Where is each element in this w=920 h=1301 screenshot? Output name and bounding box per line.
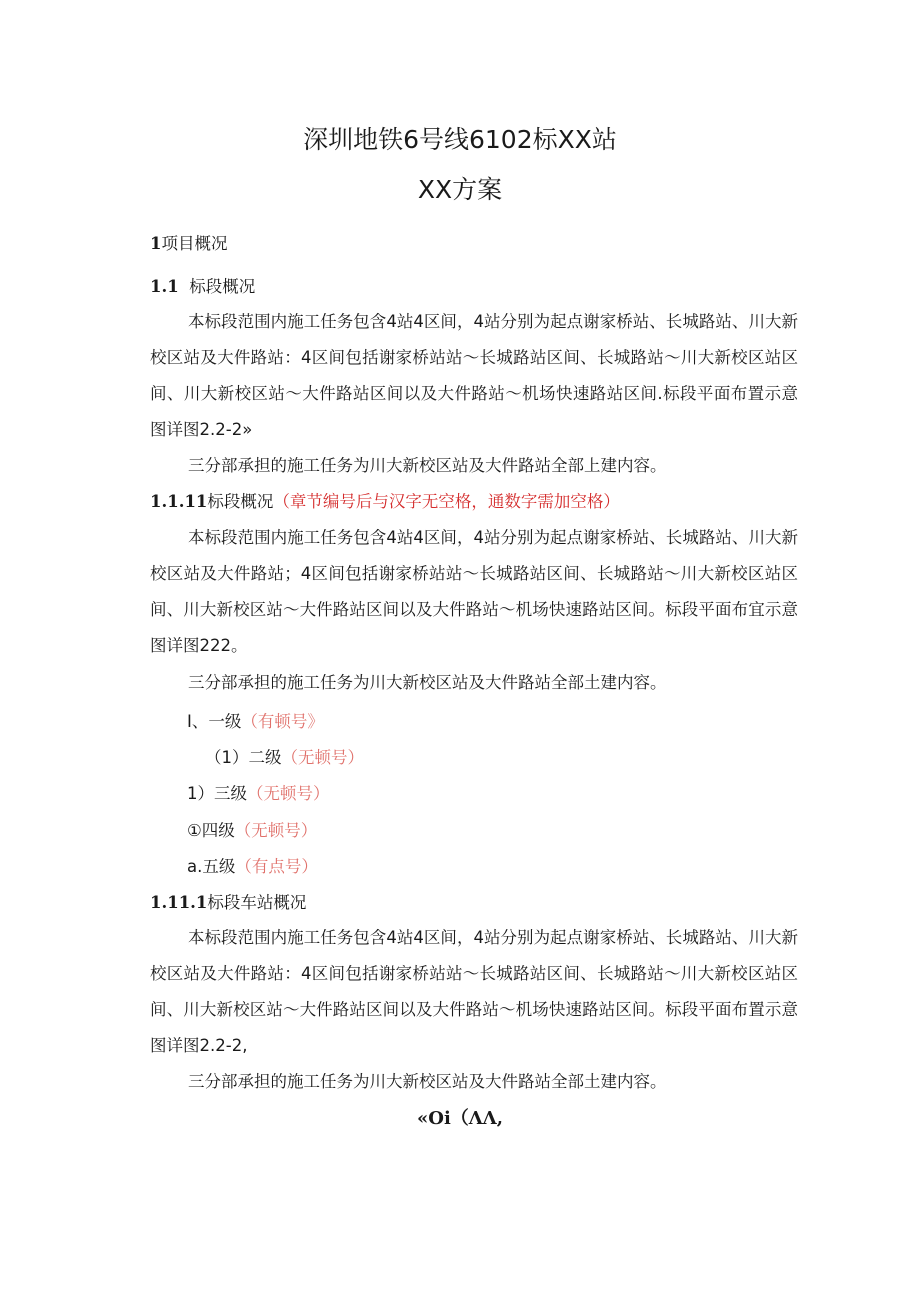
heading-1-1-text: 标段概况: [189, 277, 256, 296]
paragraph-tasks-2: 三分部承担的施工任务为川大新校区站及大件路站全部土建内容。: [188, 673, 667, 692]
paragraph-scope: 本标段范围内施工任务包含4站4区间，4站分别为起点谢家桥站、长城路站、川大新校区站及大件路站：4区间包括谢家桥站站〜长城路站区间、长城路站〜川大新校区站区间、川大新校区站〜大件路站区间以及大件路站〜机场快速路站区间.标段平面布置示意图详图2.2-2»: [150, 312, 798, 439]
heading-1-number: 1: [150, 234, 162, 253]
heading-1: [150, 230, 227, 254]
level-2-example: [205, 744, 364, 768]
heading-1-11-1-text: 标段车站概况: [207, 893, 307, 912]
level-5-example: [187, 853, 318, 877]
paragraph-tasks: 三分部承担的施工任务为川大新校区站及大件路站全部上建内容。: [188, 456, 667, 475]
level-4-example: [187, 817, 317, 841]
paragraph-station-tasks: 三分部承担的施工任务为川大新校区站及大件路站全部土建内容。: [188, 1072, 667, 1091]
level-5-note: （有点号）: [235, 857, 318, 876]
document-title: 深圳地铁6号线6102标XX站: [303, 125, 617, 154]
paragraph-station-scope: 本标段范围内施工任务包含4站4区间，4站分别为起点谢家桥站、长城路站、川大新校区站及大件路站：4区间包括谢家桥站站〜长城路站区间、长城路站〜川大新校区站区间、川大新校区站〜大件路站区间以及大件路站〜机场快速路站区间。标段平面布置示意图详图2.2-2,: [150, 928, 798, 1055]
level-2-note: （无顿号）: [281, 748, 364, 767]
level-1-label: I、一级: [187, 712, 242, 731]
paragraph-scope-2: 本标段范围内施工任务包含4站4区间，4站分别为起点谢家桥站、长城路站、川大新校区站及大件路站；4区间包括谢家桥站站〜长城路站区间、长城路站〜川大新校区站区间、川大新校区站〜大件路站区间以及大件路站〜机场快速路站区间。标段平面布宜示意图详图222。: [150, 528, 798, 655]
heading-1-1-number: 1.1: [150, 277, 179, 296]
heading-1-text: 项目概况: [161, 234, 228, 253]
footer-caption: «Oi（ΛΛ,: [417, 1108, 503, 1129]
heading-1-1-11-number: 1.1.11: [150, 492, 208, 511]
level-4-note: （无顿号）: [234, 821, 318, 840]
heading-1-11-1-number: 1.11.1: [150, 893, 208, 912]
heading-1-1-11: [150, 488, 620, 512]
level-4-label: ①四级: [187, 821, 235, 840]
level-5-label: a.五级: [187, 857, 236, 876]
level-3-label: 1）三级: [187, 784, 247, 803]
heading-note: （章节编号后与汉字无空格，通数字需加空格）: [273, 492, 620, 511]
document-subtitle: XX方案: [417, 175, 503, 204]
heading-1-1: [150, 273, 255, 297]
level-3-note: （无顿号）: [247, 784, 330, 803]
heading-1-1-11-text: 标段概况: [207, 492, 274, 511]
level-3-example: [187, 780, 330, 804]
level-2-label: （1）二级: [205, 748, 282, 767]
heading-1-11-1: [150, 889, 306, 913]
level-1-note: （有顿号》: [241, 712, 324, 731]
level-1-example: [187, 708, 324, 732]
